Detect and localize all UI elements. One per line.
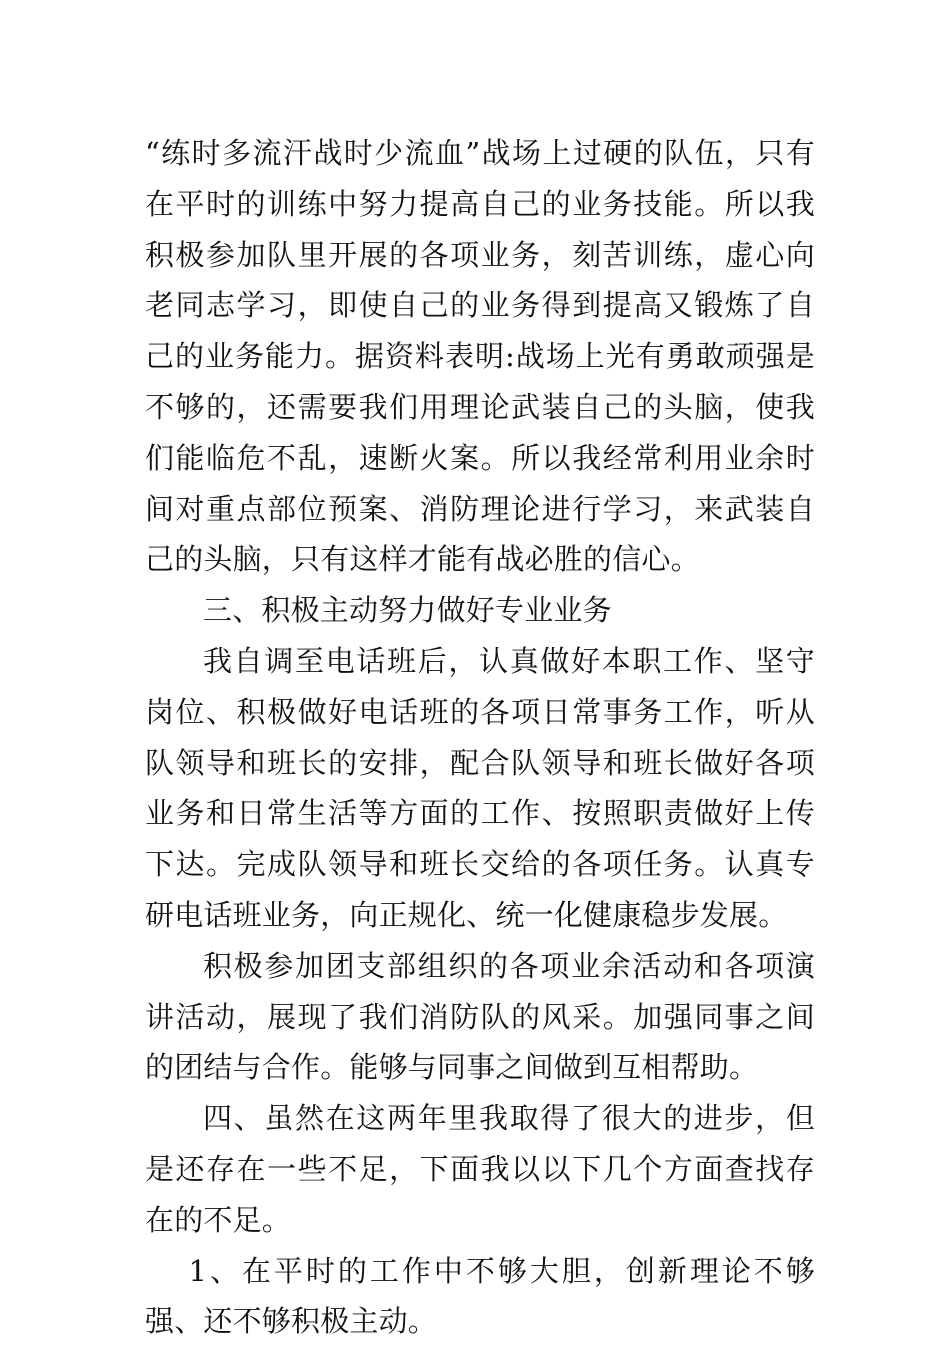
paragraph-training-theory: “练时多流汗战时少流血”战场上过硬的队伍，只有在平时的训练中努力提高自己的业务技能。所以我积极参加队里开展的各项业务，刻苦训练，虚心向老同志学习，即使自己的业务得到提高又锻炼了自己的业务能力。据资料表明:战场上光有勇敢顽强是不够的，还需要我们用理论武装自己的头脑，使我们能临危不乱，速断火案。所以我经常利用业余时间对重点部位预案、消防理论进行学习，来武装自己的头脑，只有这样才能有战必胜的信心。 — [145, 136, 815, 577]
shortcoming-item-1: 1、在平时的工作中不够大胆，创新理论不够强、还不够积极主动。 — [145, 1253, 815, 1339]
document-page — [145, 128, 815, 1347]
section-heading-four: 四、虽然在这两年里我取得了很大的进步，但是还存在一些不足，下面我以以下几个方面查找存在的不足。 — [145, 1101, 815, 1237]
paragraph-league-activities: 积极参加团支部组织的各项业余活动和各项演讲活动，展现了我们消防队的风采。加强同事之间的团结与合作。能够与同事之间做到互相帮助。 — [145, 948, 815, 1085]
section-heading-three: 三、积极主动努力做好专业业务 — [203, 593, 612, 628]
paragraph-phone-duty: 我自调至电话班后，认真做好本职工作、坚守岗位、积极做好电话班的各项日常事务工作，听从队领导和班长的安排，配合队领导和班长做好各项业务和日常生活等方面的工作、按照职责做好上传下达。完成队领导和班长交给的各项任务。认真专研电话班业务，向正规化、统一化健康稳步发展。 — [145, 643, 815, 932]
